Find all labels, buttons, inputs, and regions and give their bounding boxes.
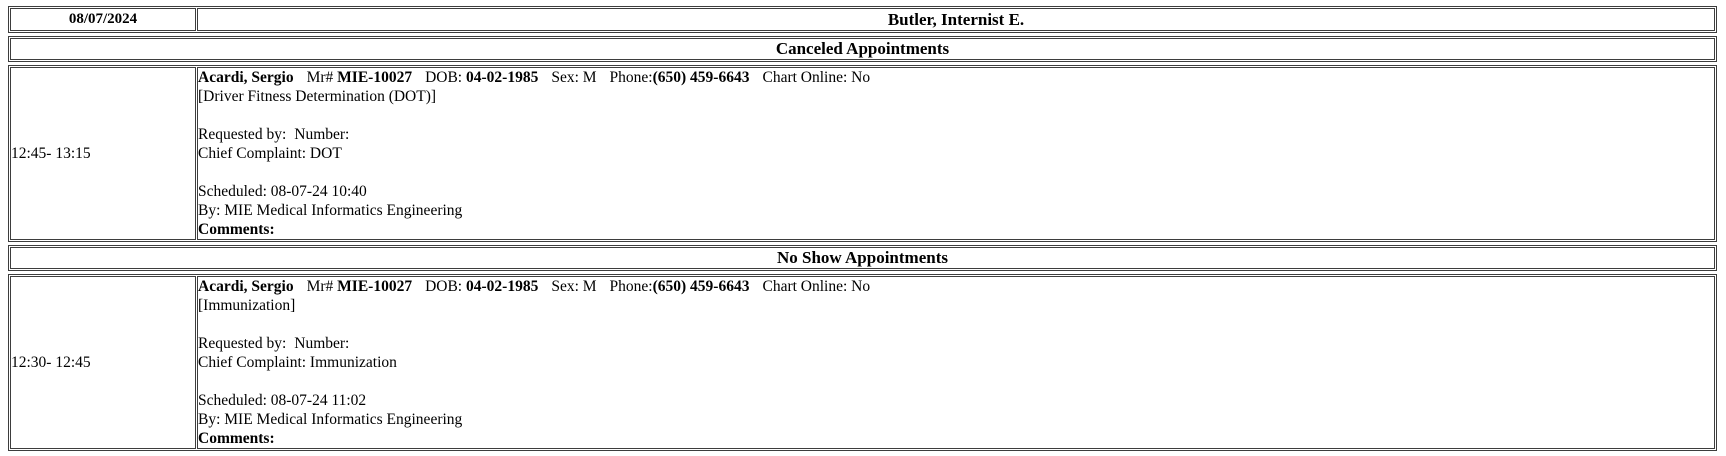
comments-label: Comments: bbox=[198, 221, 275, 238]
number-label: Number: bbox=[294, 335, 350, 352]
section-band-noshow bbox=[8, 245, 1717, 271]
phone-value: (650) 459-6643 bbox=[652, 69, 750, 86]
chart-online-status: Chart Online: No bbox=[762, 69, 871, 86]
mr-label: Mr# bbox=[306, 278, 334, 295]
requested-by-line bbox=[198, 125, 1714, 144]
patient-info-line bbox=[198, 68, 1714, 87]
patient-info-line bbox=[198, 277, 1714, 296]
requested-by-label: Requested by: bbox=[198, 335, 287, 352]
section-title-canceled: Canceled Appointments bbox=[10, 38, 1715, 60]
provider-name: Butler, Internist E. bbox=[197, 8, 1715, 31]
scheduled-by-line: By: MIE Medical Informatics Engineering bbox=[198, 202, 463, 219]
chief-complaint-line: Chief Complaint: DOT bbox=[198, 145, 342, 162]
appointment-row bbox=[10, 276, 1715, 449]
chart-online-status: Chart Online: No bbox=[762, 278, 871, 295]
patient-name: Acardi, Sergio bbox=[198, 69, 294, 86]
dob-value: 04-02-1985 bbox=[466, 69, 539, 86]
appointment-details bbox=[197, 67, 1715, 240]
report-header-row bbox=[10, 8, 1715, 31]
dob-label: DOB: bbox=[425, 278, 463, 295]
patient-name: Acardi, Sergio bbox=[198, 278, 294, 295]
blank-line bbox=[198, 315, 1714, 334]
mr-label: Mr# bbox=[306, 69, 334, 86]
appointments-table-canceled bbox=[8, 65, 1717, 242]
mr-number: MIE-10027 bbox=[337, 69, 413, 86]
blank-line bbox=[198, 372, 1714, 391]
requested-by-label: Requested by: bbox=[198, 126, 287, 143]
appointment-time: 12:30- 12:45 bbox=[10, 276, 196, 449]
phone-label: Phone: bbox=[609, 278, 653, 295]
report-date: 08/07/2024 bbox=[10, 8, 196, 31]
dob-label: DOB: bbox=[425, 69, 463, 86]
scheduled-by-line: By: MIE Medical Informatics Engineering bbox=[198, 411, 463, 428]
dob-value: 04-02-1985 bbox=[466, 278, 539, 295]
report-header-table bbox=[8, 6, 1717, 33]
blank-line bbox=[198, 106, 1714, 125]
requested-by-line bbox=[198, 334, 1714, 353]
procedure-line: [Driver Fitness Determination (DOT)] bbox=[198, 88, 437, 105]
procedure-line: [Immunization] bbox=[198, 297, 296, 314]
section-title-noshow: No Show Appointments bbox=[10, 247, 1715, 269]
chief-complaint-line: Chief Complaint: Immunization bbox=[198, 354, 397, 371]
scheduled-line: Scheduled: 08-07-24 10:40 bbox=[198, 183, 367, 200]
scheduled-line: Scheduled: 08-07-24 11:02 bbox=[198, 392, 367, 409]
comments-label: Comments: bbox=[198, 430, 275, 447]
number-label: Number: bbox=[294, 126, 350, 143]
appointment-time: 12:45- 13:15 bbox=[10, 67, 196, 240]
section-band-canceled bbox=[8, 36, 1717, 62]
sex-value: Sex: M bbox=[551, 278, 597, 295]
appointments-table-noshow bbox=[8, 274, 1717, 451]
blank-line bbox=[198, 163, 1714, 182]
appointment-details bbox=[197, 276, 1715, 449]
sex-value: Sex: M bbox=[551, 69, 597, 86]
appointment-row bbox=[10, 67, 1715, 240]
phone-label: Phone: bbox=[609, 69, 653, 86]
mr-number: MIE-10027 bbox=[337, 278, 413, 295]
phone-value: (650) 459-6643 bbox=[652, 278, 750, 295]
